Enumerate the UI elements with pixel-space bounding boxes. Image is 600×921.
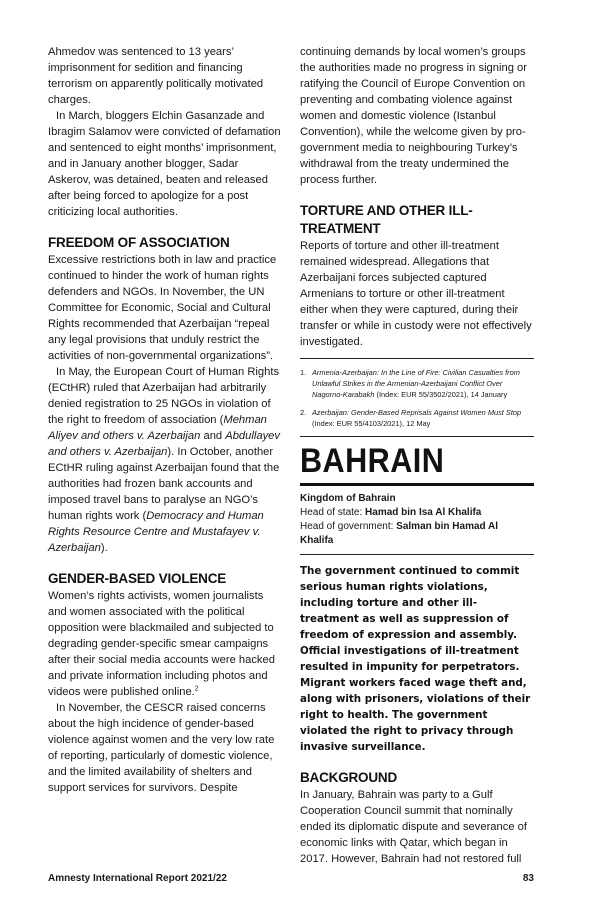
paragraph: In March, bloggers Elchin Gasanzade and Ibragim Salamov were convicted of defamation and sentenced to eight months’ imprisonment, and in January another blogger, Sadar Askerov, was detained, beaten and released after being forced to apologize for a post criticizing local authorities.	[48, 110, 281, 218]
paragraph: Excessive restrictions both in law and practice continued to hinder the work of human rights defenders and NGOs. In November, the UN Committee for Economic, Social and Cultural Rights recommended that Azerbaijan “repeal any legal provisions that unduly restrict the activities of non-governmental organizations”.	[48, 254, 277, 362]
footnote: 1. Armenia-Azerbaijan: In the Line of Fire: Civilian Casualties from Unlawful Strikes in the Armenian-Azerbaijani Conflict Over Nagorno-Karabakh (Index: EUR 55/3502/2021), 14 January	[300, 368, 520, 399]
paragraph: Women’s rights activists, women journalists and women associated with the political opposition were blackmailed and subjected to degrading gender-specific smear campaigns after their social media accounts were hacked and private information including photos and videos were published online.$^2$	[48, 590, 275, 698]
paragraph: In May, the European Court of Human Rights (ECtHR) ruled that Azerbaijan had arbitrarily denied registration to 25 NGOs in violation of the right to freedom of association (Mehman Aliyev and others v. Azerbaijan and Abdullayev and others v. Azerbaijan). In October, another ECtHR ruling against Azerbaijan found that the authorities had frozen bank accounts and imposed travel bans to paralyse an NGO’s human rights work (Democracy and Human Rights Resource Centre and Mustafayev v. Azerbaijan).	[48, 366, 280, 554]
official-name: Kingdom of Bahrain	[300, 493, 396, 504]
section-heading-background: BACKGROUND	[300, 770, 397, 785]
paragraph: Ahmedov was sentenced to 13 years’ imprisonment for sedition and financing terrorism on apparently politically motivated charges.	[48, 46, 264, 106]
page-number: 83	[522, 873, 534, 884]
footnote-divider	[300, 358, 534, 359]
title-rule	[300, 483, 534, 486]
summary-paragraph: The government continued to commit serious human rights violations, including torture and other ill-treatment as well as suppression of freedom of expression and assembly. Official investigations of ill-treatment resulted in impunity for perpetrators. Migrant workers faced wage theft and, along with prisoners, violations of their right to health. The government violated the right to privacy through invasive surveillance.	[300, 565, 531, 753]
paragraph: Reports of torture and other ill-treatment remained widespread. Allegations that Azerbaijani forces subjected captured Armenians to torture or other ill-treatment either when they were captured, during their transfer or while in custody were not effectively investigated.	[300, 240, 532, 348]
footnote: 2. Azerbaijan: Gender-Based Reprisals Against Women Must Stop (Index: EUR 55/4103/2021), 12 May	[300, 408, 522, 428]
footnote-ref: 2	[194, 685, 199, 693]
country-title: BAHRAIN	[300, 442, 445, 480]
paragraph: continuing demands by local women’s groups the authorities made no progress in signing or ratifying the Council of Europe Convention on preventing and combating violence against women and domestic violence (Istanbul Convention), while the welcome given by pro-government media to neighbouring Turkey’s withdrawal from the treaty undermined the process further.	[300, 46, 527, 186]
left-column	[48, 44, 283, 796]
paragraph: In November, the CESCR raised concerns about the high incidence of gender-based violence against women and the very low rate of reporting, particularly of domestic violence, and the limited availability of shelters and support services for survivors. Despite	[48, 702, 275, 794]
section-heading-freedom-of-association: FREEDOM OF ASSOCIATION	[48, 235, 230, 250]
head-of-government: Head of government: Salman bin Hamad Al Khalifa	[300, 521, 499, 546]
paragraph: In January, Bahrain was party to a Gulf Cooperation Council summit that nominally ended its diplomatic dispute and severance of economic links with Qatar, which began in 2017. However, Bahrain had not restored full	[300, 789, 528, 865]
head-of-state: Head of state: Hamad bin Isa Al Khalifa	[300, 507, 482, 518]
section-heading-torture: TORTURE AND OTHER ILL-TREATMENT	[300, 203, 473, 236]
right-column	[300, 44, 534, 867]
footer-report-title: Amnesty International Report 2021/22	[48, 873, 227, 884]
section-heading-gender-based-violence: GENDER-BASED VIOLENCE	[48, 571, 227, 586]
meta-divider	[300, 554, 534, 555]
country-divider	[300, 436, 534, 437]
